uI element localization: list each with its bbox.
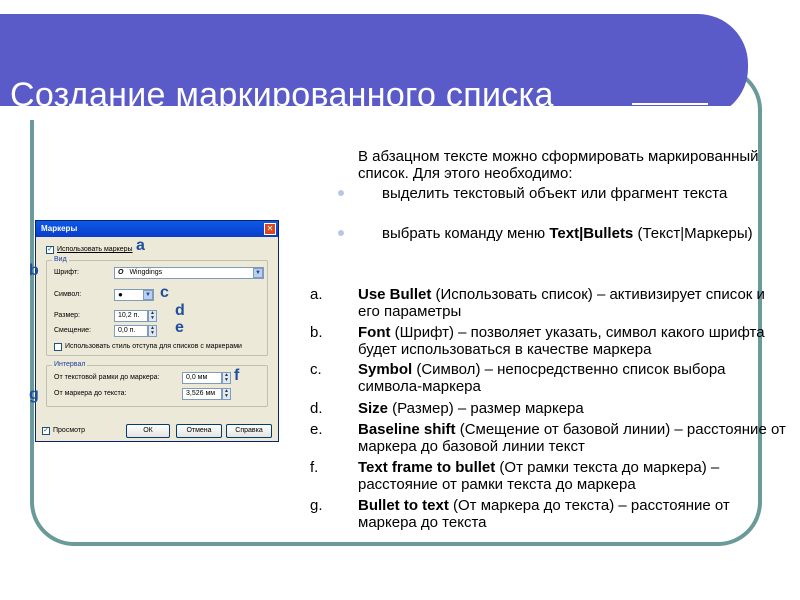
symbol-select[interactable]: ● — [114, 289, 154, 301]
marker-e: e — [175, 319, 184, 336]
spinner-arrows-icon[interactable]: ▲ ▼ — [148, 325, 157, 337]
bullet-text: выбрать команду меню Text|Bullets (Текст|Маркеры) — [382, 225, 753, 242]
bullet-dot-icon — [338, 190, 344, 196]
interval-group-caption: Интервал — [54, 361, 86, 368]
font-label: Шрифт: — [54, 269, 79, 276]
close-icon[interactable]: ✕ — [264, 223, 276, 235]
font-select[interactable] — [114, 267, 264, 279]
cancel-button[interactable]: Отмена — [176, 424, 222, 438]
bullet-to-text-label: От маркера до текста: — [54, 390, 127, 397]
spinner-arrows-icon[interactable]: ▲ ▼ — [222, 388, 231, 400]
use-bullets-checkbox[interactable]: ✓ — [47, 246, 53, 253]
ok-button[interactable]: ОК — [126, 424, 170, 438]
preview-label: Просмотр — [53, 427, 85, 434]
bullet-to-text-input[interactable]: 3,526 мм — [182, 388, 222, 400]
marker-g: g — [29, 386, 39, 403]
dialog-title: Маркеры — [36, 221, 278, 237]
marker-c: c — [160, 284, 169, 301]
size-label: Размер: — [54, 312, 81, 319]
size-input[interactable]: 10,2 п. — [114, 310, 148, 322]
slide-title: Создание маркированного списка — [10, 76, 554, 114]
view-group-caption: Вид — [54, 256, 67, 263]
marker-b: b — [29, 262, 39, 279]
bullet-dot-icon — [338, 230, 344, 236]
marker-d: d — [175, 302, 185, 319]
font-glyph-icon: O — [118, 269, 124, 276]
spinner-arrows-icon[interactable]: ▲ ▼ — [222, 372, 231, 384]
chevron-down-icon[interactable]: ▼ — [143, 290, 153, 300]
frame-to-bullet-label: От текстовой рамки до маркера: — [54, 374, 160, 381]
preview-checkbox[interactable]: ✓ — [43, 427, 49, 434]
marker-f: f — [234, 367, 240, 384]
frame-to-bullet-input[interactable]: 0,0 мм — [182, 372, 222, 384]
spinner-arrows-icon[interactable]: ▲ ▼ — [148, 310, 157, 322]
use-bullets-label: Использовать маркеры — [57, 246, 133, 253]
shift-input[interactable]: 0,0 п. — [114, 325, 148, 337]
title-underline — [632, 103, 708, 105]
shift-label: Смещение: — [54, 327, 91, 334]
intro-text: В абзацном тексте можно сформировать маркированный список. Для этого необходимо: — [358, 148, 759, 182]
hanging-indent-checkbox[interactable] — [54, 343, 62, 351]
chevron-down-icon[interactable]: ▼ — [253, 268, 263, 278]
marker-a: a — [136, 237, 145, 254]
font-value: Wingdings — [129, 269, 163, 276]
bullets-dialog — [35, 220, 279, 442]
symbol-label: Символ: — [54, 291, 82, 298]
hanging-indent-label: Использовать стиль отступа для списков с маркерами — [65, 343, 242, 350]
help-button[interactable]: Справка — [226, 424, 272, 438]
bullet-text: выделить текстовый объект или фрагмент текста — [382, 185, 728, 202]
